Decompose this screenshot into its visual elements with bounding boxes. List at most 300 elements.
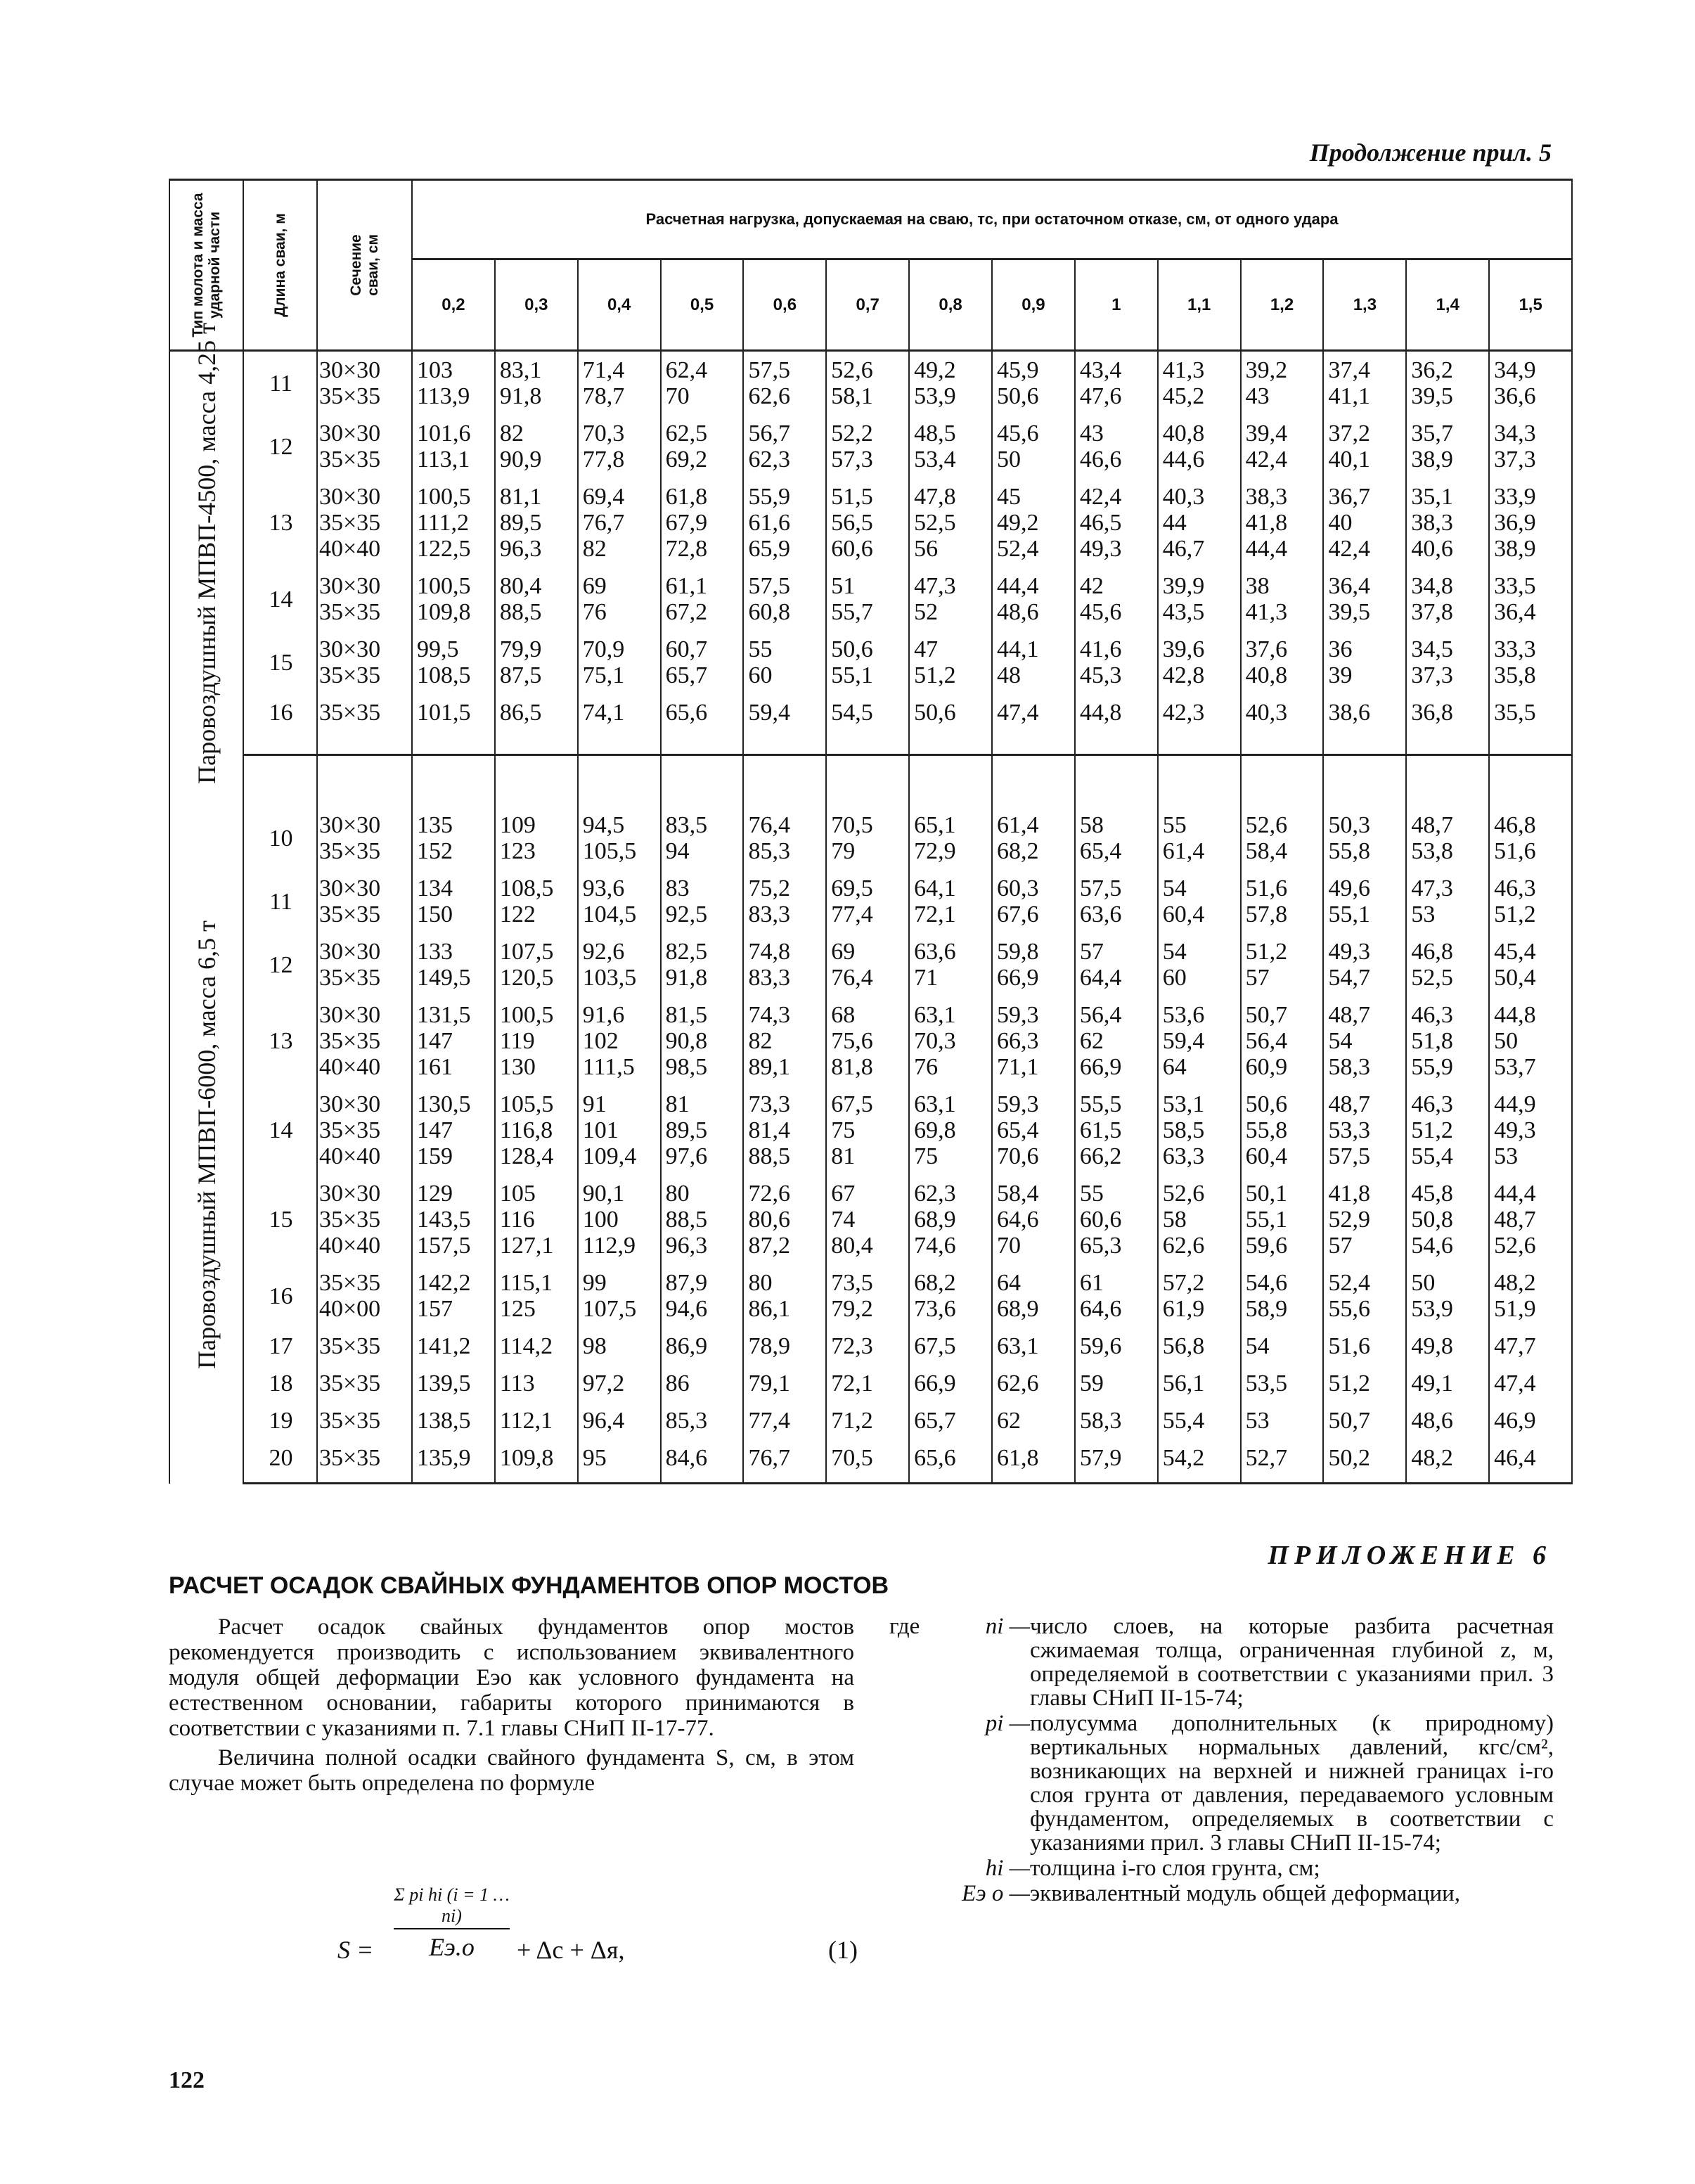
load-value: 38,3: [1411, 510, 1453, 536]
load-cell: [495, 996, 578, 1086]
load-value: 82: [582, 536, 607, 562]
load-cell: [661, 1175, 744, 1264]
load-value: 44,1: [997, 636, 1039, 662]
load-value: 43: [1245, 383, 1270, 409]
load-value: 128,4: [499, 1143, 554, 1169]
load-cell: [661, 694, 744, 755]
load-value: 61,9: [1162, 1296, 1205, 1322]
hammer-type-cell: [169, 322, 243, 784]
load-value: 42,3: [1162, 700, 1205, 726]
load-cell: [826, 351, 909, 416]
load-value: 142,2: [417, 1270, 471, 1296]
load-value: 66,2: [1079, 1143, 1122, 1169]
load-value: 53: [1411, 901, 1436, 927]
section-value: 35×35: [319, 1028, 381, 1054]
load-value: 135: [417, 812, 453, 838]
load-value: 59: [1079, 1370, 1104, 1396]
load-cell: [1406, 933, 1489, 996]
load-cell: [909, 1086, 992, 1175]
load-cell: [1489, 631, 1572, 694]
load-cell: [1158, 1264, 1241, 1328]
load-value: 41,3: [1245, 599, 1288, 625]
load-value: 55,9: [748, 484, 790, 510]
load-value: 53,9: [1411, 1296, 1453, 1322]
load-value: 77,4: [748, 1408, 790, 1434]
load-value: 70,9: [582, 636, 625, 662]
load-value: 42,4: [1328, 536, 1370, 562]
section-cell: [317, 870, 412, 933]
load-value: 83,5: [665, 812, 708, 838]
load-value: 44,8: [1494, 1002, 1536, 1028]
load-cell: [1406, 1402, 1489, 1439]
load-value: 55,6: [1328, 1296, 1370, 1322]
load-value: 98: [582, 1333, 607, 1359]
section-value: 30×30: [319, 420, 381, 447]
load-value: 53,5: [1245, 1370, 1288, 1396]
spacer-cell: [495, 755, 578, 807]
load-value: 59,4: [748, 700, 790, 726]
header-load-title: Расчетная нагрузка, допускаемая на сваю, тс, при остаточном отказе, см, от одного удара: [412, 180, 1572, 259]
load-value: 122,5: [417, 536, 471, 562]
load-cell: [743, 870, 826, 933]
load-cell: [661, 1086, 744, 1175]
load-value: 40,6: [1411, 536, 1453, 562]
load-cell: [1489, 1328, 1572, 1365]
load-value: 57,9: [1079, 1445, 1122, 1471]
header-otkaz: 0,6: [743, 259, 826, 351]
load-value: 40,8: [1245, 662, 1288, 688]
load-cell: [992, 694, 1075, 755]
load-value: 61,1: [665, 573, 708, 599]
load-value: 33,3: [1494, 636, 1536, 662]
load-value: 94,5: [582, 812, 625, 838]
load-value: 130,5: [417, 1091, 471, 1117]
definition-eeo: [889, 1882, 1554, 1906]
load-cell: [1323, 1264, 1406, 1328]
load-value: 51,6: [1245, 875, 1288, 901]
load-cell: [743, 694, 826, 755]
load-value: 152: [417, 838, 453, 864]
load-value: 61,6: [748, 510, 790, 536]
load-value: 63,1: [914, 1091, 956, 1117]
left-column: [169, 1614, 854, 1800]
load-cell: [909, 351, 992, 416]
definition-symbol: Eэ о —: [961, 1881, 1030, 1906]
load-value: 72,8: [665, 536, 708, 562]
pile-length-cell: 16: [243, 1264, 317, 1328]
load-value: 68,2: [997, 838, 1039, 864]
header-otkaz: 1,3: [1323, 259, 1406, 351]
load-value: 66,9: [1079, 1054, 1122, 1080]
load-cell: [1241, 807, 1324, 870]
load-cell: [743, 1365, 826, 1402]
load-cell: [743, 1328, 826, 1365]
pile-length-cell: 18: [243, 1365, 317, 1402]
load-value: 39,9: [1162, 573, 1205, 599]
load-cell: [1158, 870, 1241, 933]
load-cell: [992, 1365, 1075, 1402]
load-cell: [909, 1328, 992, 1365]
load-value: 64,6: [997, 1207, 1039, 1233]
pile-length-cell: 13: [243, 996, 317, 1086]
load-cell: [1075, 933, 1158, 996]
load-cell: [1075, 996, 1158, 1086]
table-row: [169, 1439, 1572, 1484]
load-value: 53,9: [914, 383, 956, 409]
load-cell: [661, 1402, 744, 1439]
section-value: 30×30: [319, 573, 381, 599]
load-value: 59,8: [997, 939, 1039, 965]
load-cell: [826, 415, 909, 478]
load-value: 50,8: [1411, 1207, 1453, 1233]
hammer-type-cell: [169, 807, 243, 1484]
load-cell: [1406, 996, 1489, 1086]
load-cell: [1323, 870, 1406, 933]
spacer-cell: [1323, 755, 1406, 807]
load-value: 49,1: [1411, 1370, 1453, 1396]
load-value: 43,4: [1079, 357, 1122, 383]
load-cell: [1406, 415, 1489, 478]
load-value: 48,2: [1411, 1445, 1453, 1471]
load-value: 45,9: [997, 357, 1039, 383]
load-value: 49,3: [1328, 939, 1370, 965]
load-cell: [1075, 567, 1158, 631]
load-value: 44,9: [1494, 1091, 1536, 1117]
load-value: 52,6: [1162, 1181, 1205, 1207]
load-value: 64,4: [1079, 965, 1122, 991]
section-value: 35×35: [319, 965, 381, 991]
load-cell: [1406, 631, 1489, 694]
load-value: 50,6: [914, 700, 956, 726]
load-value: 44,6: [1162, 447, 1205, 473]
load-value: 58,9: [1245, 1296, 1288, 1322]
load-value: 45,3: [1079, 662, 1122, 688]
load-value: 74,8: [748, 939, 790, 965]
load-value: 38,9: [1411, 447, 1453, 473]
spacer-cell: [1158, 755, 1241, 807]
load-value: 159: [417, 1143, 453, 1169]
load-value: 40,3: [1162, 484, 1205, 510]
load-value: 36,2: [1411, 357, 1453, 383]
load-value: 46,3: [1494, 875, 1536, 901]
load-value: 89,5: [499, 510, 542, 536]
load-value: 44,8: [1079, 700, 1122, 726]
load-value: 46,8: [1494, 812, 1536, 838]
load-value: 105,5: [499, 1091, 554, 1117]
load-value: 81,5: [665, 1002, 708, 1028]
load-value: 60,9: [1245, 1054, 1288, 1080]
load-value: 55: [1162, 812, 1187, 838]
load-value: 67,9: [665, 510, 708, 536]
load-cell: [1489, 567, 1572, 631]
load-value: 74: [831, 1207, 856, 1233]
load-value: 47,4: [1494, 1370, 1536, 1396]
load-cell: [578, 807, 661, 870]
load-cell: [909, 1402, 992, 1439]
formula-number: (1): [828, 1936, 858, 1964]
load-cell: [743, 1402, 826, 1439]
load-value: 43: [1079, 420, 1104, 447]
load-value: 46,7: [1162, 536, 1205, 562]
load-value: 72,3: [831, 1333, 873, 1359]
load-value: 51,9: [1494, 1296, 1536, 1322]
load-cell: [1489, 933, 1572, 996]
load-value: 36,4: [1494, 599, 1536, 625]
load-cell: [1158, 567, 1241, 631]
load-value: 38,9: [1494, 536, 1536, 562]
spacer-cell: [1406, 755, 1489, 807]
load-value: 79,1: [748, 1370, 790, 1396]
spacer-cell: [992, 755, 1075, 807]
load-value: 51,2: [1494, 901, 1536, 927]
load-cell: [661, 351, 744, 416]
load-cell: [1075, 870, 1158, 933]
load-cell: [1406, 351, 1489, 416]
load-cell: [1489, 1175, 1572, 1264]
load-cell: [1158, 631, 1241, 694]
load-value: 103,5: [582, 965, 637, 991]
load-value: 45,6: [1079, 599, 1122, 625]
load-cell: [578, 351, 661, 416]
load-value: 62,6: [748, 383, 790, 409]
load-value: 49,3: [1494, 1117, 1536, 1143]
load-value: 67,5: [831, 1091, 873, 1117]
load-value: 53,3: [1328, 1117, 1370, 1143]
load-value: 46,3: [1411, 1002, 1453, 1028]
load-value: 88,5: [665, 1207, 708, 1233]
load-cell: [1158, 1086, 1241, 1175]
load-cell: [661, 567, 744, 631]
load-value: 59,6: [1245, 1233, 1288, 1259]
load-value: 101: [582, 1117, 619, 1143]
load-cell: [1075, 631, 1158, 694]
load-value: 54: [1162, 939, 1187, 965]
load-value: 147: [417, 1117, 453, 1143]
load-value: 105,5: [582, 838, 637, 864]
formula-lhs: S =: [337, 1936, 374, 1964]
load-value: 67: [831, 1181, 856, 1207]
load-value: 54,2: [1162, 1445, 1205, 1471]
load-value: 45,4: [1494, 939, 1536, 965]
load-value: 58,5: [1162, 1117, 1205, 1143]
load-cell: [992, 631, 1075, 694]
load-value: 69,5: [831, 875, 873, 901]
definition-symbol: pi —: [985, 1711, 1030, 1736]
load-value: 66,9: [997, 965, 1039, 991]
section-cell: [317, 1086, 412, 1175]
load-value: 48,5: [914, 420, 956, 447]
load-cell: [1323, 1328, 1406, 1365]
pile-length-cell: 17: [243, 1328, 317, 1365]
table-row: [169, 1328, 1572, 1365]
load-value: 85,3: [748, 838, 790, 864]
load-value: 91,8: [499, 383, 542, 409]
load-cell: [1489, 694, 1572, 755]
load-value: 54,5: [831, 700, 873, 726]
load-value: 78,9: [748, 1333, 790, 1359]
load-value: 36,8: [1411, 700, 1453, 726]
load-cell: [1323, 1175, 1406, 1264]
table-row: [169, 996, 1572, 1086]
header-otkaz: 0,3: [495, 259, 578, 351]
load-table: [169, 179, 1573, 1484]
load-value: 40: [1328, 510, 1353, 536]
load-value: 59,3: [997, 1002, 1039, 1028]
load-value: 36,4: [1328, 573, 1370, 599]
load-cell: [1406, 1175, 1489, 1264]
load-value: 59,4: [1162, 1028, 1205, 1054]
load-value: 108,5: [499, 875, 554, 901]
load-value: 39,2: [1245, 357, 1288, 383]
section-value: 35×35: [319, 510, 381, 536]
load-value: 55,1: [1328, 901, 1370, 927]
load-cell: [1489, 1439, 1572, 1484]
section-value: 35×35: [319, 447, 381, 473]
load-cell: [826, 933, 909, 996]
load-cell: [578, 1175, 661, 1264]
load-value: 62: [1079, 1028, 1104, 1054]
load-value: 57: [1245, 965, 1270, 991]
load-cell: [1323, 933, 1406, 996]
load-value: 119: [499, 1028, 535, 1054]
load-value: 41,8: [1328, 1181, 1370, 1207]
load-value: 56,5: [831, 510, 873, 536]
load-value: 46,3: [1411, 1091, 1453, 1117]
load-value: 91: [582, 1091, 607, 1117]
header-otkaz: 0,4: [578, 259, 661, 351]
section-title: РАСЧЕТ ОСАДОК СВАЙНЫХ ФУНДАМЕНТОВ ОПОР МОСТОВ: [169, 1572, 889, 1599]
load-value: 69: [582, 573, 607, 599]
load-value: 60,6: [1079, 1207, 1122, 1233]
load-cell: [909, 807, 992, 870]
load-value: 41,3: [1162, 357, 1205, 383]
pile-length-cell: 12: [243, 415, 317, 478]
load-value: 92,5: [665, 901, 708, 927]
load-value: 54: [1245, 1333, 1270, 1359]
load-value: 75,6: [831, 1028, 873, 1054]
section-cell: [317, 351, 412, 416]
section-value: 35×35: [319, 838, 381, 864]
load-cell: [1075, 1264, 1158, 1328]
load-value: 83,3: [748, 965, 790, 991]
load-value: 48,2: [1494, 1270, 1536, 1296]
load-cell: [1489, 478, 1572, 567]
load-value: 37,3: [1494, 447, 1536, 473]
load-value: 70,5: [831, 812, 873, 838]
load-cell: [743, 478, 826, 567]
load-value: 49,3: [1079, 536, 1122, 562]
load-value: 81,8: [831, 1054, 873, 1080]
spacer-cell: [661, 755, 744, 807]
load-cell: [1158, 1439, 1241, 1484]
load-value: 75: [831, 1117, 856, 1143]
definition-text: число слоев, на которые разбита расчетная сжимаемая толща, ограниченная глубиной z, м, определяемой в соответствии с указаниями прил. 3 главы СНиП II-15-74;: [1030, 1614, 1554, 1711]
load-value: 70,3: [582, 420, 625, 447]
section-value: 35×35: [319, 1207, 381, 1233]
paragraph-2: Величина полной осадки свайного фундамента S, см, в этом случае может быть определена по формуле: [169, 1745, 854, 1796]
load-value: 65,1: [914, 812, 956, 838]
load-value: 83,3: [748, 901, 790, 927]
load-cell: [1406, 1439, 1489, 1484]
load-value: 43,5: [1162, 599, 1205, 625]
table-row: [169, 1402, 1572, 1439]
load-value: 71,1: [997, 1054, 1039, 1080]
load-value: 53: [1494, 1143, 1519, 1169]
load-value: 41,1: [1328, 383, 1370, 409]
load-value: 60,4: [1245, 1143, 1288, 1169]
load-cell: [578, 1439, 661, 1484]
pile-length-cell: 11: [243, 870, 317, 933]
load-cell: [743, 351, 826, 416]
table-row: [169, 478, 1572, 567]
load-value: 75: [914, 1143, 939, 1169]
table-row: [169, 415, 1572, 478]
load-value: 59,3: [997, 1091, 1039, 1117]
load-value: 52,6: [831, 357, 873, 383]
load-cell: [1323, 1365, 1406, 1402]
load-value: 68: [831, 1002, 856, 1028]
spacer-cell: [1075, 755, 1158, 807]
load-value: 53,4: [914, 447, 956, 473]
load-value: 35,7: [1411, 420, 1453, 447]
load-cell: [826, 1328, 909, 1365]
load-value: 51: [831, 573, 856, 599]
load-cell: [992, 1439, 1075, 1484]
load-value: 46,5: [1079, 510, 1122, 536]
load-cell: [826, 694, 909, 755]
load-cell: [578, 631, 661, 694]
load-cell: [1323, 415, 1406, 478]
load-value: 45: [997, 484, 1021, 510]
load-value: 46,6: [1079, 447, 1122, 473]
load-value: 60: [748, 662, 773, 688]
load-value: 68,2: [914, 1270, 956, 1296]
load-value: 50,6: [1245, 1091, 1288, 1117]
load-cell: [1075, 351, 1158, 416]
load-cell: [992, 1402, 1075, 1439]
load-value: 99,5: [417, 636, 459, 662]
load-value: 65,6: [665, 700, 708, 726]
load-value: 97,6: [665, 1143, 708, 1169]
load-cell: [992, 870, 1075, 933]
page-number: 122: [169, 2067, 205, 2093]
load-cell: [661, 933, 744, 996]
load-value: 50,1: [1245, 1181, 1288, 1207]
load-value: 97,2: [582, 1370, 625, 1396]
load-value: 129: [417, 1181, 453, 1207]
header-otkaz: 0,7: [826, 259, 909, 351]
section-value: 30×30: [319, 636, 381, 662]
load-cell: [826, 996, 909, 1086]
header-section: Сечение сваи, см: [317, 180, 412, 351]
load-value: 143,5: [417, 1207, 471, 1233]
load-value: 157,5: [417, 1233, 471, 1259]
table-row: [169, 694, 1572, 755]
load-value: 79,9: [499, 636, 542, 662]
load-value: 67,5: [914, 1333, 956, 1359]
load-value: 55: [748, 636, 773, 662]
load-value: 34,9: [1494, 357, 1536, 383]
load-cell: [412, 996, 495, 1086]
load-cell: [495, 1086, 578, 1175]
load-value: 134: [417, 875, 453, 901]
load-cell: [992, 1175, 1075, 1264]
load-cell: [1075, 1402, 1158, 1439]
load-cell: [1075, 807, 1158, 870]
load-cell: [992, 807, 1075, 870]
load-cell: [743, 933, 826, 996]
load-value: 42: [1079, 573, 1104, 599]
